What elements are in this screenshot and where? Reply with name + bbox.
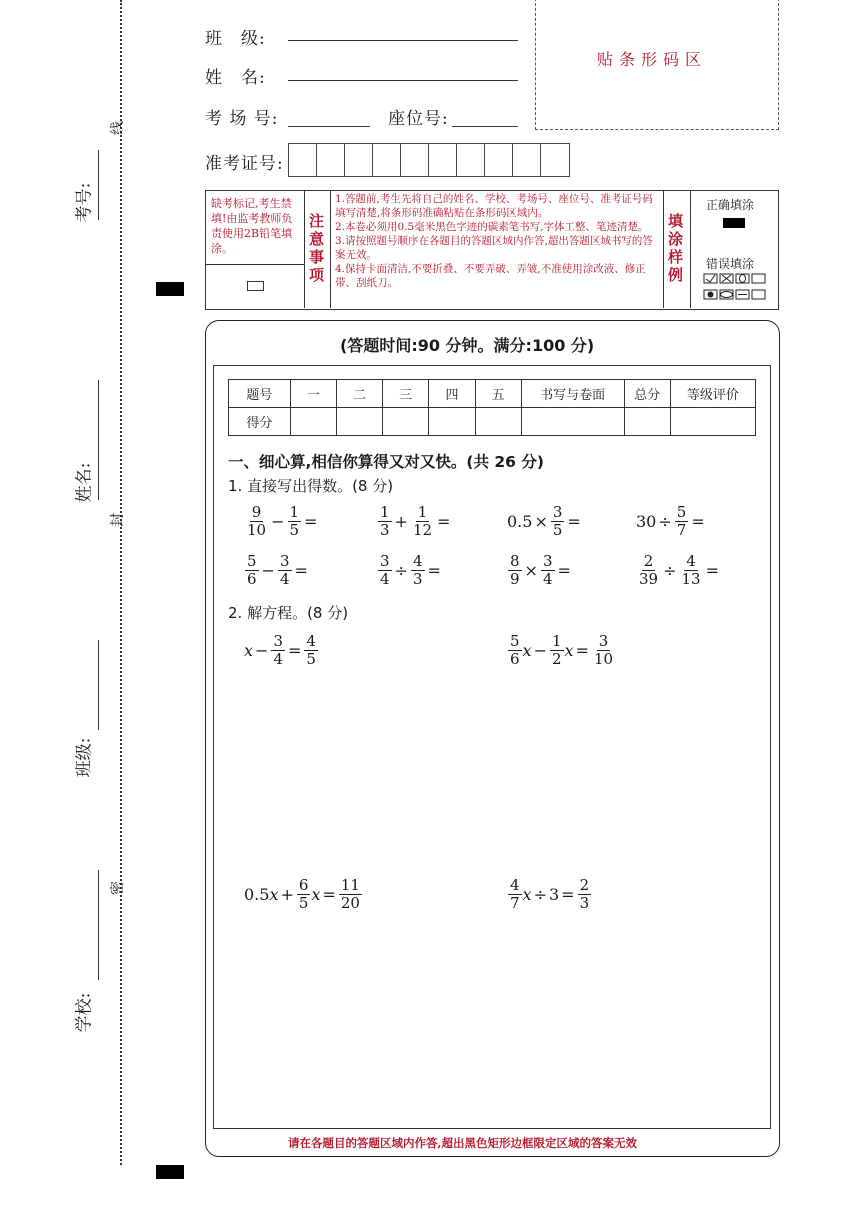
fraction: $\frac{5}{7}$ xyxy=(676,503,687,539)
ticket-cell[interactable] xyxy=(345,144,373,176)
q1-expr-7: $\frac{8}{9}$ × $\frac{3}{4}$ = xyxy=(510,552,571,588)
class-label-vertical: 班级: xyxy=(74,737,95,778)
correct-fill-label: 正确填涂 xyxy=(706,198,755,212)
score-header-cell: 二 xyxy=(336,380,382,408)
name-label: 姓 名: xyxy=(205,68,266,88)
q1-expr-2: $\frac{1}{3}$ + $\frac{1}{12}$ = xyxy=(380,503,451,539)
ticket-cell[interactable] xyxy=(401,144,429,176)
question-1-title: 1. 直接写出得数。(8 分) xyxy=(228,477,394,495)
ticket-cell[interactable] xyxy=(541,144,569,176)
fraction: $\frac{2}{39}$ xyxy=(639,552,659,588)
score-cell[interactable] xyxy=(336,408,382,436)
score-cell[interactable] xyxy=(290,408,336,436)
fraction: $\frac{3}{4}$ xyxy=(273,632,283,668)
score-table xyxy=(228,379,756,436)
q1-expr-4: 30 ÷ $\frac{5}{7}$ = xyxy=(636,503,705,539)
score-header-cell: 书写与卷面 xyxy=(521,380,624,408)
score-table-header xyxy=(229,380,756,408)
q1-expr-3: 0.5 × $\frac{3}{5}$ = xyxy=(507,503,581,539)
notice-item-4: 4.保持卡面清洁,不要折叠、不要弄破、弄皱,不准使用涂改液、修正带、刮纸刀。 xyxy=(335,263,646,289)
q1-expr-6: $\frac{3}{4}$ ÷ $\frac{4}{3}$ = xyxy=(380,552,441,588)
alignment-mark-top xyxy=(156,282,184,296)
notice-item-1: 1.答题前,考生先将自己的姓名、学校、考场号、座位号、准考证号码填写清楚,将条形码准确粘贴在条形码区域内。 xyxy=(335,193,653,219)
time-info: (答题时间:90 分钟。满分:100 分) xyxy=(340,336,595,355)
room-field[interactable] xyxy=(288,126,370,127)
score-cell[interactable] xyxy=(475,408,521,436)
score-cell[interactable] xyxy=(670,408,755,436)
ticket-cell[interactable] xyxy=(373,144,401,176)
q1-expr-1: $\frac{9}{10}$ − $\frac{1}{5}$ = xyxy=(247,503,318,539)
ticket-label: 准考证号: xyxy=(205,154,284,174)
notice-item-2: 2.本卷必须用0.5毫米黑色字迹的碳素笔书写,字体工整、笔迹清楚。 xyxy=(335,221,649,233)
fraction: $\frac{3}{5}$ xyxy=(552,503,563,539)
wrong-fill-label: 错误填涂 xyxy=(706,257,755,271)
fraction: $\frac{11}{20}$ xyxy=(340,876,360,912)
barcode-area-label: 贴条形码区 xyxy=(597,50,708,69)
class-vertical-line xyxy=(98,640,99,730)
fraction: $\frac{4}{7}$ xyxy=(510,876,520,912)
notice-col-divider-1 xyxy=(304,190,305,308)
absent-divider xyxy=(205,264,305,265)
ticket-cell[interactable] xyxy=(317,144,345,176)
ticket-cell[interactable] xyxy=(289,144,317,176)
fraction: $\frac{5}{6}$ xyxy=(247,552,257,588)
score-cell[interactable] xyxy=(429,408,475,436)
wrong-fill-samples xyxy=(703,273,767,307)
notice-title: 注意事项 xyxy=(309,212,325,284)
school-label-vertical: 学校: xyxy=(74,992,95,1033)
q2-equation-4: $\frac{4}{7}$ x ÷ 3 = $\frac{2}{3}$ xyxy=(510,876,590,912)
score-cell[interactable] xyxy=(383,408,429,436)
notice-item-3: 3.请按照题号顺序在各题目的答题区域内作答,超出答题区域书写的答案无效。 xyxy=(335,235,653,261)
binding-dotted-line xyxy=(120,0,122,1165)
fraction: $\frac{3}{4}$ xyxy=(380,552,390,588)
score-header-cell: 四 xyxy=(429,380,475,408)
score-header-cell: 一 xyxy=(290,380,336,408)
exam-no-label: 考号: xyxy=(74,182,95,223)
notice-col-divider-4 xyxy=(690,190,691,308)
score-table-row xyxy=(229,408,756,436)
ticket-cell[interactable] xyxy=(429,144,457,176)
seat-label: 座位号: xyxy=(388,109,449,129)
fraction: $\frac{3}{4}$ xyxy=(542,552,553,588)
fraction: $\frac{2}{3}$ xyxy=(579,876,590,912)
class-label: 班 级: xyxy=(205,29,266,49)
fraction: $\frac{6}{5}$ xyxy=(298,876,309,912)
score-header-cell: 三 xyxy=(383,380,429,408)
class-field[interactable] xyxy=(288,40,518,41)
school-vertical-line xyxy=(98,870,99,980)
q2-equation-1: x − $\frac{3}{4}$ = $\frac{4}{5}$ xyxy=(244,632,316,668)
fraction: $\frac{1}{2}$ xyxy=(551,632,562,668)
notice-items xyxy=(335,192,660,290)
absent-note: 缺考标记,考生禁填!由监考教师负责使用2B铅笔填涂。 xyxy=(211,197,293,255)
ticket-number-cells[interactable] xyxy=(288,143,570,177)
seat-field[interactable] xyxy=(452,126,518,127)
ticket-cell[interactable] xyxy=(513,144,541,176)
seal-char-line: 线 xyxy=(110,121,126,135)
q1-expr-8: $\frac{2}{39}$ ÷ $\frac{4}{13}$ = xyxy=(639,552,719,588)
fraction: $\frac{1}{12}$ xyxy=(412,503,433,539)
question-2-title: 2. 解方程。(8 分) xyxy=(228,604,349,622)
seal-char-seal: 封 xyxy=(110,513,126,527)
name-field[interactable] xyxy=(288,80,518,81)
score-cell[interactable] xyxy=(624,408,670,436)
sample-title: 填涂样例 xyxy=(668,212,684,284)
score-header-cell: 等级评价 xyxy=(670,380,755,408)
exam-no-line xyxy=(98,150,99,220)
score-row-label: 得分 xyxy=(229,408,291,436)
notice-col-divider-3 xyxy=(663,190,664,308)
room-label: 考 场 号: xyxy=(205,109,279,129)
q2-equation-2: $\frac{5}{6}$ x − $\frac{1}{2}$ x = $\frac{3}{10}$ xyxy=(510,632,614,668)
fraction: $\frac{4}{3}$ xyxy=(412,552,423,588)
absent-mark-box[interactable] xyxy=(247,281,264,291)
ticket-cell[interactable] xyxy=(485,144,513,176)
fraction: $\frac{1}{5}$ xyxy=(289,503,300,539)
name-vertical-line xyxy=(98,380,99,500)
fraction: $\frac{8}{9}$ xyxy=(510,552,520,588)
fraction: $\frac{3}{4}$ xyxy=(279,552,290,588)
name-label-vertical: 姓名: xyxy=(74,462,95,503)
q1-expr-5: $\frac{5}{6}$ − $\frac{3}{4}$ = xyxy=(247,552,308,588)
score-header-cell: 题号 xyxy=(229,380,291,408)
notice-col-divider-2 xyxy=(330,190,331,308)
score-header-cell: 总分 xyxy=(624,380,670,408)
fraction: $\frac{3}{10}$ xyxy=(593,632,614,668)
ticket-cell[interactable] xyxy=(457,144,485,176)
seal-char-secret: 密 xyxy=(110,881,126,895)
correct-fill-sample xyxy=(723,218,745,228)
fraction: $\frac{1}{3}$ xyxy=(380,503,390,539)
section-1-title: 一、细心算,相信你算得又对又快。(共 26 分) xyxy=(228,453,544,471)
fraction: $\frac{4}{5}$ xyxy=(306,632,316,668)
q2-equation-3: 0.5 x + $\frac{6}{5}$ x = $\frac{11}{20}$ xyxy=(244,876,360,912)
score-header-cell: 五 xyxy=(475,380,521,408)
score-cell[interactable] xyxy=(521,408,624,436)
fraction: $\frac{5}{6}$ xyxy=(510,632,520,668)
fraction: $\frac{4}{13}$ xyxy=(681,552,701,588)
fraction: $\frac{9}{10}$ xyxy=(247,503,267,539)
footer-warning: 请在各题目的答题区域内作答,超出黑色矩形边框限定区域的答案无效 xyxy=(288,1136,637,1150)
alignment-mark-bottom xyxy=(156,1165,184,1179)
